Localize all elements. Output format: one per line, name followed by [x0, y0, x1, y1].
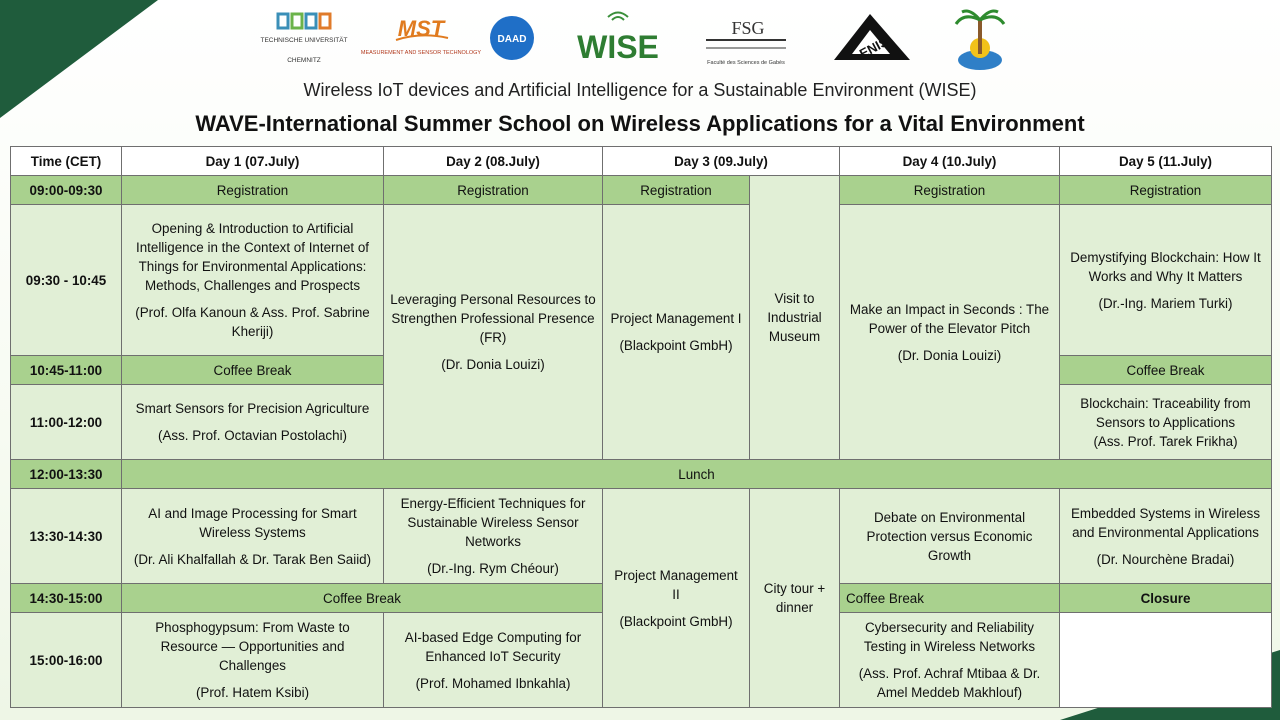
wise-name: WISE	[577, 29, 659, 65]
coffee-break-cell: Coffee Break	[122, 356, 384, 385]
session-cell	[603, 205, 750, 460]
session-title: Project Management II	[614, 567, 738, 602]
session-title: Cybersecurity and Reliability Testing in Wireless Networks	[863, 620, 1036, 654]
session-title: AI and Image Processing for Smart Wireless Systems	[148, 505, 357, 540]
session-speaker: (Dr. Ali Khalfallah & Dr. Tarak Ben Saiid)	[133, 551, 372, 567]
session-title: Visit to Industrial Museum	[767, 291, 822, 344]
partner-logos	[260, 8, 1013, 74]
palm-tree-logo	[950, 8, 1010, 74]
schedule-table	[10, 146, 1272, 708]
session-title: Debate on Environmental Protection versus Economic Growth	[866, 509, 1033, 563]
session-cell	[603, 489, 750, 708]
schedule-row	[11, 460, 1272, 489]
time-slot: 09:00-09:30	[11, 176, 122, 205]
registration-cell: Registration	[840, 176, 1060, 205]
empty-cell	[1060, 613, 1272, 708]
session-speaker: (Dr.-Ing. Rym Chéour)	[427, 561, 559, 576]
session-cell	[1060, 489, 1272, 584]
time-slot: 12:00-13:30	[11, 460, 122, 489]
event-title: WAVE-International Summer School on Wireless Applications for a Vital Environment	[195, 111, 1085, 136]
session-cell	[384, 489, 603, 584]
daad-logo	[488, 8, 536, 74]
session-title: Make an Impact in Seconds : The Power of the Elevator Pitch	[849, 301, 1050, 336]
session-speaker: (Dr. Nourchène Bradai)	[1096, 551, 1235, 567]
tu-name: TECHNISCHE UNIVERSITÄT	[260, 37, 348, 44]
session-title: Demystifying Blockchain: How It Works and Why It Matters	[1070, 249, 1261, 284]
session-title: Embedded Systems in Wireless and Environmental Applications	[1070, 505, 1261, 540]
mst-sub: MEASUREMENT AND SENSOR TECHNOLOGY	[360, 50, 482, 56]
session-title: Phosphogypsum: From Waste to Resource — Opportunities and Challenges	[155, 620, 350, 673]
session-speaker: (Prof. Hatem Ksibi)	[195, 685, 310, 700]
session-speaker: (Ass. Prof. Octavian Postolachi)	[157, 428, 348, 443]
visit-museum-cell	[750, 176, 840, 460]
session-title: Blockchain: Traceability from Sensors to Applications	[1080, 395, 1251, 430]
registration-cell: Registration	[122, 176, 384, 205]
session-speaker: (Prof. Mohamed Ibnkahla)	[415, 675, 571, 691]
session-speaker: (Blackpoint GmbH)	[619, 613, 733, 629]
header-time: Time (CET)	[11, 147, 122, 176]
session-title: Energy-Efficient Techniques for Sustainable Wireless Sensor Networks	[400, 496, 586, 549]
schedule-row	[11, 176, 1272, 205]
mst-name: MST	[397, 16, 445, 41]
session-title: Opening & Introduction to Artificial Intelligence in the Context of Internet of Things for Environmental Applications: Methods, Challenges and Prospects	[136, 221, 369, 293]
header-row	[11, 147, 1272, 176]
time-slot: 15:00-16:00	[11, 613, 122, 708]
time-slot: 09:30 - 10:45	[11, 205, 122, 356]
session-title: Smart Sensors for Precision Agriculture	[135, 401, 370, 416]
tu-chemnitz-logo	[260, 8, 348, 74]
session-speaker: (Dr. Donia Louizi)	[441, 357, 545, 372]
session-cell	[840, 489, 1060, 584]
session-speaker: (Dr.-Ing. Mariem Turki)	[1098, 295, 1233, 311]
fsg-logo	[700, 8, 788, 74]
session-title: AI-based Edge Computing for Enhanced IoT Security	[404, 629, 582, 664]
session-speaker: (Ass. Prof. Tarek Frikha)	[1093, 433, 1238, 449]
schedule-row	[11, 205, 1272, 356]
session-cell	[840, 613, 1060, 708]
event-subtitle: Wireless IoT devices and Artificial Intelligence for a Sustainable Environment (WISE)	[303, 80, 977, 100]
header-day-1: Day 1 (07.July)	[122, 147, 384, 176]
session-cell	[1060, 205, 1272, 356]
header-day-2: Day 2 (08.July)	[384, 147, 603, 176]
session-speaker: (Dr. Donia Louizi)	[897, 347, 1002, 363]
session-speaker: (Blackpoint GmbH)	[619, 338, 733, 353]
session-cell	[384, 613, 603, 708]
session-cell	[840, 205, 1060, 460]
header-day-3: Day 3 (09.July)	[603, 147, 840, 176]
session-title: Leveraging Personal Resources to Strengthen Professional Presence (FR)	[390, 292, 596, 345]
registration-cell: Registration	[384, 176, 603, 205]
coffee-break-cell: Coffee Break	[122, 584, 603, 613]
lunch-cell: Lunch	[122, 460, 1272, 489]
fsg-name: FSG	[731, 18, 765, 38]
coffee-break-cell: Coffee Break	[840, 584, 1060, 613]
coffee-break-cell: Coffee Break	[1060, 356, 1272, 385]
time-slot: 14:30-15:00	[11, 584, 122, 613]
session-title: Project Management I	[610, 311, 742, 326]
session-cell	[1060, 385, 1272, 460]
session-cell	[384, 205, 603, 460]
time-slot: 13:30-14:30	[11, 489, 122, 584]
session-cell	[122, 489, 384, 584]
fsg-sub: Faculté des Sciences de Gabès	[707, 60, 785, 66]
registration-cell: Registration	[1060, 176, 1272, 205]
tu-city: CHEMNITZ	[287, 57, 321, 64]
session-speaker: (Prof. Olfa Kanoun & Ass. Prof. Sabrine Kheriji)	[135, 305, 370, 339]
time-slot: 10:45-11:00	[11, 356, 122, 385]
enis-logo	[830, 8, 914, 74]
schedule-row	[11, 489, 1272, 584]
session-cell	[122, 385, 384, 460]
city-tour-cell	[750, 489, 840, 708]
mst-logo	[360, 8, 482, 74]
registration-cell: Registration	[603, 176, 750, 205]
session-title: City tour + dinner	[763, 581, 826, 615]
header-day-5: Day 5 (11.July)	[1060, 147, 1272, 176]
closure-cell: Closure	[1060, 584, 1272, 613]
session-speaker: (Ass. Prof. Achraf Mtibaa & Dr. Amel Meddeb Makhlouf)	[858, 666, 1041, 700]
wise-logo	[568, 8, 668, 74]
header-day-4: Day 4 (10.July)	[840, 147, 1060, 176]
session-cell	[122, 613, 384, 708]
enis-name: ENIS	[856, 33, 891, 62]
time-slot: 11:00-12:00	[11, 385, 122, 460]
daad-name: DAAD	[497, 34, 527, 45]
session-cell	[122, 205, 384, 356]
